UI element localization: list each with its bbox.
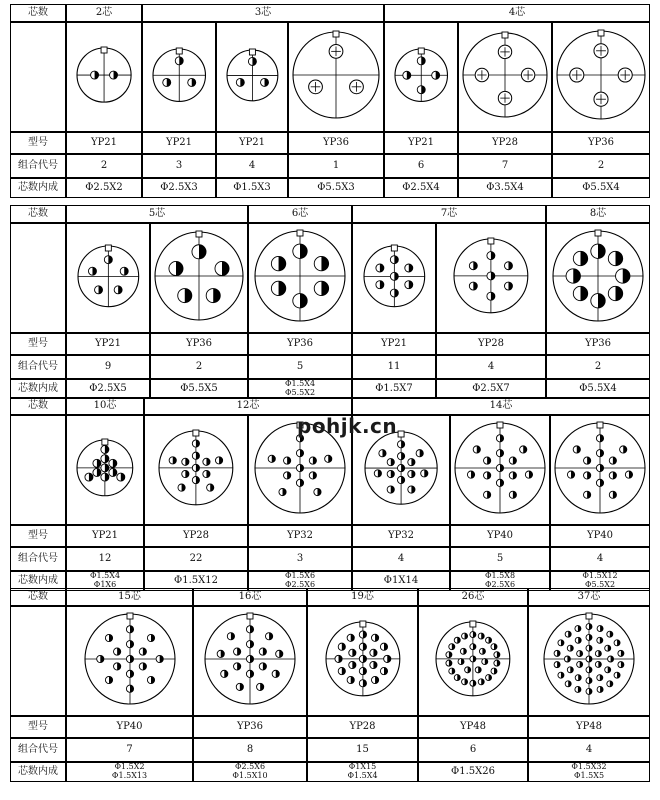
spec-value-line1: Φ1X15 — [348, 762, 377, 771]
label-combo-code: 组合代号 — [18, 744, 58, 755]
keyway-notch — [470, 621, 476, 627]
model-value: YP28 — [477, 338, 505, 349]
keyway-notch — [598, 30, 604, 36]
combo-value: 3 — [296, 553, 304, 564]
keyway-notch — [359, 621, 365, 627]
connector-diagram — [362, 429, 440, 507]
keyway-notch — [297, 230, 303, 236]
keyway-notch — [249, 49, 255, 55]
connector-diagram — [323, 619, 403, 699]
combo-value: 2 — [597, 160, 605, 171]
combo-value: 2 — [195, 361, 203, 372]
keyway-notch — [176, 48, 182, 54]
model-value: YP40 — [586, 530, 614, 541]
keyway-notch — [488, 238, 494, 244]
model-value: YP36 — [286, 338, 314, 349]
keyway-notch — [586, 613, 592, 619]
model-value: YP40 — [116, 721, 143, 732]
model-value: YP48 — [459, 721, 487, 732]
label-core-spec: 芯数内成 — [18, 383, 58, 394]
spec-value: Φ2.5X2 — [85, 182, 123, 193]
connector-diagram — [460, 30, 550, 120]
combo-value: 2 — [594, 361, 602, 372]
combo-value: 7 — [501, 160, 509, 171]
connector-diagram — [550, 228, 646, 324]
label-cell-blank — [10, 22, 66, 132]
spec-value: Φ5.5X4 — [582, 182, 620, 193]
label-combo-code: 组合代号 — [18, 160, 58, 171]
combo-value: 9 — [104, 361, 112, 372]
model-value: YP21 — [380, 338, 408, 349]
spec-value: Φ2.5X5 — [89, 383, 127, 394]
label-model: 型号 — [28, 530, 48, 541]
connector-diagram — [74, 437, 136, 499]
keyway-notch — [102, 439, 108, 445]
spec-value-line2: Φ1.5X4 — [347, 771, 378, 780]
combo-value: 5 — [496, 553, 504, 564]
spec-value-line2: Φ2.5X6 — [284, 580, 316, 589]
group-header: 6芯 — [291, 208, 309, 219]
group-header: 4芯 — [508, 7, 526, 18]
spec-value: Φ5.5X5 — [180, 383, 218, 394]
group-header: 5芯 — [148, 208, 166, 219]
model-value: YP21 — [165, 137, 193, 148]
combo-value: 12 — [98, 553, 112, 564]
connector-diagram — [541, 611, 637, 707]
group-header: 26芯 — [461, 591, 485, 602]
label-model: 型号 — [28, 137, 48, 148]
keyway-notch — [196, 231, 202, 237]
spec-value-line1: Φ2.5X6 — [234, 762, 266, 771]
label-core-count: 芯数 — [28, 208, 48, 219]
combo-value: 8 — [246, 744, 254, 755]
label-core-count: 芯数 — [28, 591, 48, 602]
spec-value-line2: Φ2.5X6 — [484, 580, 516, 589]
label-cell-blank — [10, 223, 66, 333]
model-value: YP21 — [94, 338, 122, 349]
label-core-spec: 芯数内成 — [18, 766, 58, 777]
label-model: 型号 — [28, 338, 48, 349]
model-value: YP28 — [182, 530, 210, 541]
combo-value: 4 — [487, 361, 495, 372]
spec-value-line2: Φ5.5X2 — [584, 580, 616, 589]
keyway-notch — [597, 422, 603, 428]
model-value: YP36 — [584, 338, 612, 349]
group-header: 10芯 — [93, 400, 117, 411]
model-value: YP36 — [236, 721, 264, 732]
combo-value: 11 — [387, 361, 401, 372]
connector-diagram — [433, 619, 513, 699]
connector-diagram — [554, 28, 648, 122]
group-header: 37芯 — [577, 591, 601, 602]
model-value: YP21 — [238, 137, 266, 148]
combo-value: 4 — [585, 744, 593, 755]
keyway-notch — [502, 32, 508, 38]
combo-value: 3 — [175, 160, 183, 171]
group-header: 7芯 — [440, 208, 458, 219]
model-value: YP36 — [587, 137, 615, 148]
spec-value-line1: Φ1.5X4 — [284, 379, 316, 388]
group-header: 15芯 — [118, 591, 141, 602]
spec-value-line2: Φ5.5X2 — [284, 388, 316, 397]
connector-diagram — [452, 420, 548, 516]
group-header: 2芯 — [95, 7, 113, 18]
model-value: YP28 — [491, 137, 519, 148]
connector-diagram — [392, 46, 450, 104]
combo-value: 4 — [248, 160, 256, 171]
group-header: 3芯 — [254, 7, 272, 18]
combo-value: 2 — [100, 160, 108, 171]
spec-value-line1: Φ1.5X4 — [89, 571, 121, 580]
spec-value: Φ5.5X4 — [579, 383, 617, 394]
connector-diagram — [451, 236, 531, 316]
label-cell-blank — [10, 415, 66, 525]
combo-value: 5 — [296, 361, 304, 372]
connector-diagram — [361, 243, 428, 310]
label-combo-code: 组合代号 — [18, 553, 58, 564]
connector-diagram — [150, 46, 208, 104]
spec-value-line1: Φ1.5X2 — [114, 762, 145, 771]
keyway-notch — [497, 422, 503, 428]
connector-diagram — [152, 229, 246, 323]
combo-value: 22 — [189, 553, 203, 564]
spec-value-line2: Φ1.5X5 — [573, 771, 605, 780]
combo-value: 6 — [417, 160, 425, 171]
group-header: 14芯 — [489, 400, 513, 411]
spec-value: Φ2.5X3 — [160, 182, 198, 193]
group-header: 12芯 — [236, 400, 260, 411]
spec-value: Φ5.5X3 — [317, 182, 355, 193]
spec-value: Φ1.5X26 — [451, 766, 495, 777]
combo-value: 15 — [356, 744, 369, 755]
label-cell-blank — [10, 606, 66, 716]
connector-diagram — [202, 611, 298, 707]
model-value: YP40 — [486, 530, 514, 541]
spec-value: Φ1.5X7 — [375, 383, 413, 394]
spec-value-line2: Φ1X6 — [93, 580, 117, 589]
connector-diagram — [82, 611, 178, 707]
spec-value: Φ3.5X4 — [486, 182, 524, 193]
spec-value-line1: Φ1.5X32 — [571, 762, 607, 771]
model-value: YP21 — [407, 137, 435, 148]
connector-diagram — [290, 29, 382, 121]
model-value: YP28 — [349, 721, 376, 732]
keyway-notch — [193, 430, 199, 436]
connector-diagram — [75, 243, 142, 310]
spec-value: Φ2.5X7 — [472, 383, 510, 394]
model-value: YP48 — [575, 721, 603, 732]
combo-value: 6 — [469, 744, 477, 755]
spec-value-line2: Φ1.5X10 — [232, 771, 268, 780]
model-value: YP32 — [286, 530, 314, 541]
spec-value-line2: Φ1.5X13 — [111, 771, 148, 780]
keyway-notch — [105, 245, 111, 251]
spec-value: Φ1.5X12 — [174, 575, 218, 586]
connector-diagram — [74, 45, 134, 105]
model-value: YP36 — [322, 137, 350, 148]
keyway-notch — [247, 613, 253, 619]
keyway-notch — [101, 47, 107, 53]
group-header: 16芯 — [238, 591, 262, 602]
connector-diagram — [552, 420, 648, 516]
combo-value: 4 — [397, 553, 405, 564]
label-core-spec: 芯数内成 — [18, 575, 58, 586]
model-value: YP21 — [91, 530, 119, 541]
spec-value-line1: Φ1.5X12 — [582, 571, 618, 580]
label-core-count: 芯数 — [28, 400, 48, 411]
watermark-text: pohjk.cn — [297, 414, 398, 438]
keyway-notch — [418, 48, 424, 54]
keyway-notch — [595, 230, 601, 236]
spec-value-line1: Φ1.5X6 — [284, 571, 316, 580]
spec-value-line1: Φ1.5X8 — [484, 571, 516, 580]
label-core-count: 芯数 — [28, 7, 48, 18]
spec-value: Φ1.5X3 — [233, 182, 271, 193]
model-value: YP36 — [185, 338, 213, 349]
keyway-notch — [127, 613, 133, 619]
combo-value: 4 — [596, 553, 604, 564]
label-core-spec: 芯数内成 — [18, 182, 58, 193]
label-combo-code: 组合代号 — [18, 361, 58, 372]
combo-value: 7 — [126, 744, 133, 755]
keyway-notch — [391, 245, 397, 251]
spec-value: Φ1X14 — [383, 575, 419, 586]
keyway-notch — [333, 31, 339, 37]
keyway-notch — [398, 431, 404, 437]
connector-diagram — [252, 228, 348, 324]
model-value: YP32 — [387, 530, 415, 541]
connector-diagram — [224, 47, 281, 104]
model-value: YP21 — [90, 137, 118, 148]
group-header: 8芯 — [589, 208, 607, 219]
combo-value: 1 — [332, 160, 340, 171]
spec-value: Φ2.5X4 — [402, 182, 440, 193]
label-model: 型号 — [28, 721, 48, 732]
connector-diagram — [156, 428, 236, 508]
group-header: 19芯 — [351, 591, 374, 602]
